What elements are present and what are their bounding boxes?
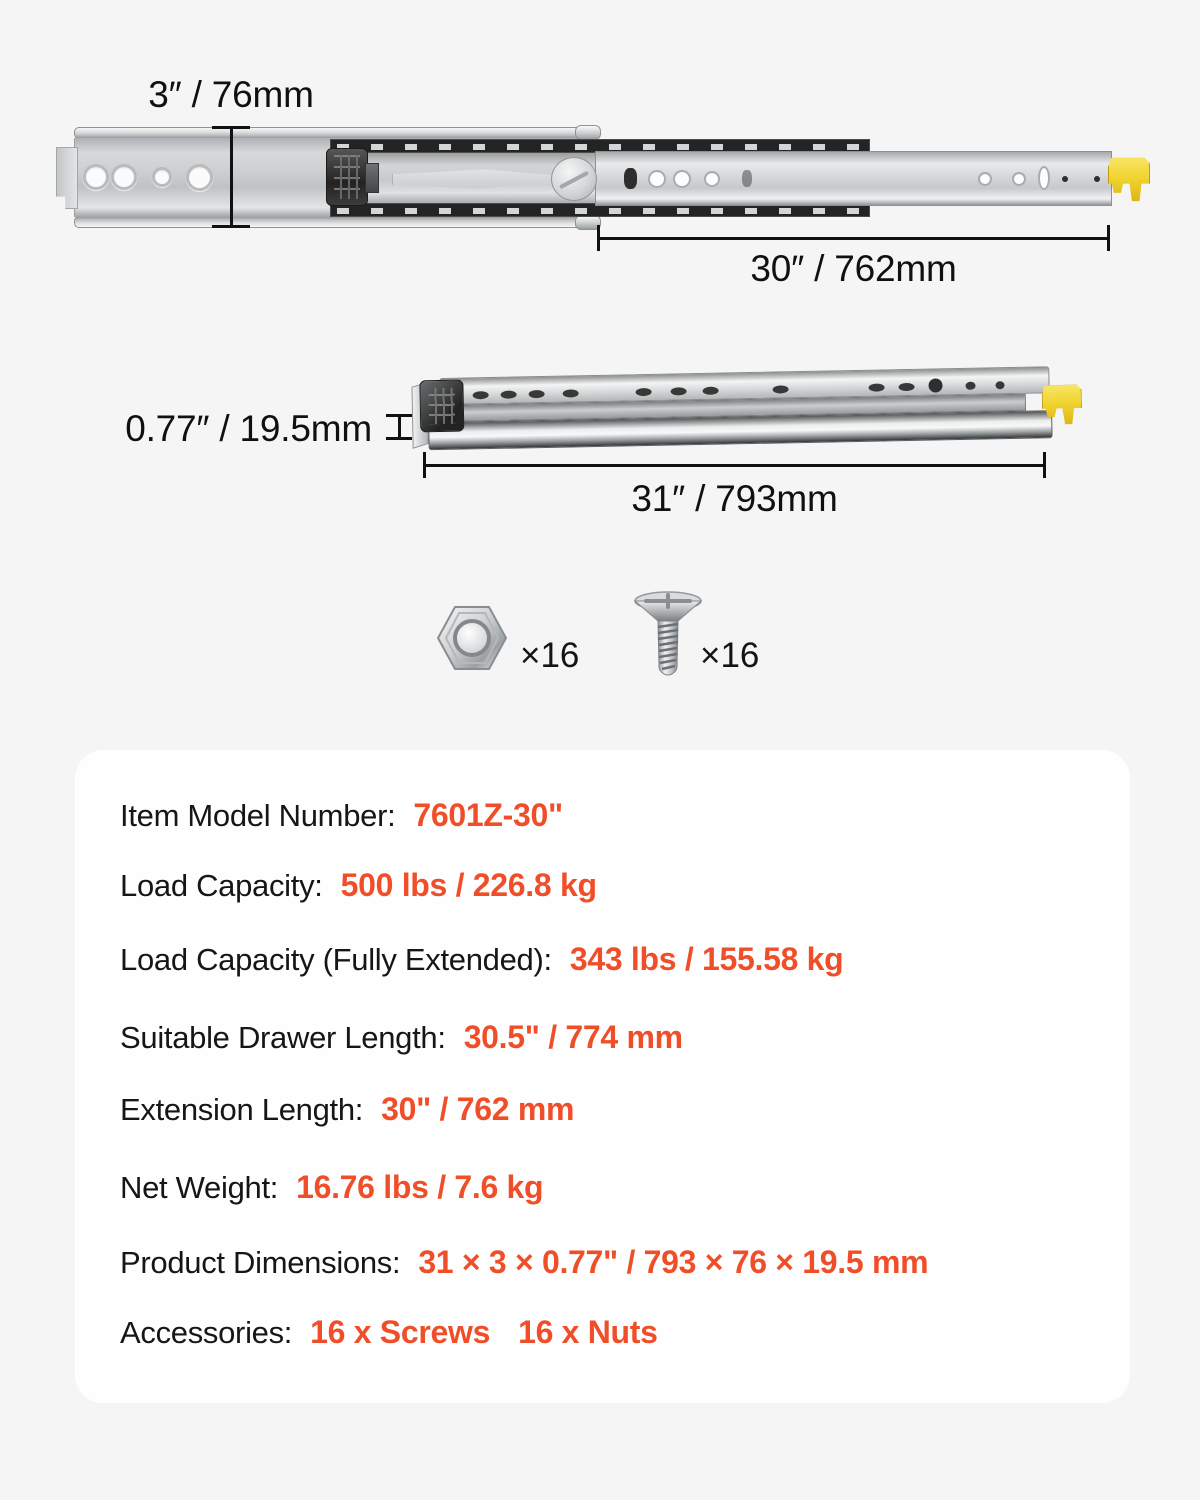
drawer-rail	[595, 151, 1112, 206]
spec-row-model	[120, 797, 563, 834]
spec-label: Item Model Number:	[120, 798, 396, 833]
spec-label: Accessories:	[120, 1315, 293, 1350]
spec-row-product-dimensions	[120, 1244, 928, 1281]
release-handle	[1108, 157, 1150, 203]
spec-value: 30.5" / 774 mm	[463, 1019, 683, 1055]
spec-label: Load Capacity:	[120, 868, 323, 903]
spec-value: 343 lbs / 155.58 kg	[569, 941, 844, 977]
screw-icon	[630, 591, 706, 679]
spec-label: Product Dimensions:	[120, 1245, 401, 1280]
height-dimension-label: 3″ / 76mm	[148, 74, 314, 115]
spec-row-net-weight	[120, 1169, 543, 1206]
screw-count: ×16	[700, 636, 760, 675]
height-dimension-line	[212, 126, 250, 228]
spec-value: 16 x Nuts	[518, 1314, 658, 1350]
spec-label: Suitable Drawer Length:	[120, 1020, 446, 1055]
spec-row-drawer-length	[120, 1019, 683, 1056]
lock-latch	[326, 148, 368, 206]
spec-row-accessories	[120, 1314, 658, 1351]
spec-row-extension-length	[120, 1091, 574, 1128]
nut-count: ×16	[520, 636, 580, 675]
spec-value: 500 lbs / 226.8 kg	[340, 867, 597, 903]
length-dimension-line	[423, 452, 1046, 478]
end-cap	[419, 380, 464, 433]
spec-label: Net Weight:	[120, 1170, 279, 1205]
nut-icon	[436, 604, 508, 672]
length-dimension-label: 31″ / 793mm	[631, 478, 838, 519]
thickness-dimension-line	[386, 414, 412, 440]
spec-value: 7601Z-30"	[413, 797, 563, 833]
spec-value: 16.76 lbs / 7.6 kg	[296, 1169, 544, 1205]
spec-card	[75, 750, 1130, 1403]
extension-dimension-label: 30″ / 762mm	[750, 248, 957, 289]
spec-label: Extension Length:	[120, 1092, 364, 1127]
spec-value: 31 × 3 × 0.77" / 793 × 76 × 19.5 mm	[418, 1244, 929, 1280]
spec-row-load-capacity-extended	[120, 941, 843, 978]
thickness-dimension-label: 0.77″ / 19.5mm	[125, 408, 372, 449]
detent-disc	[551, 157, 597, 201]
spec-row-load-capacity	[120, 867, 597, 904]
spec-value: 16 x Screws	[310, 1314, 491, 1350]
spec-label: Load Capacity (Fully Extended):	[120, 942, 552, 977]
spec-value: 30" / 762 mm	[381, 1091, 575, 1127]
mounting-bracket	[56, 147, 78, 209]
